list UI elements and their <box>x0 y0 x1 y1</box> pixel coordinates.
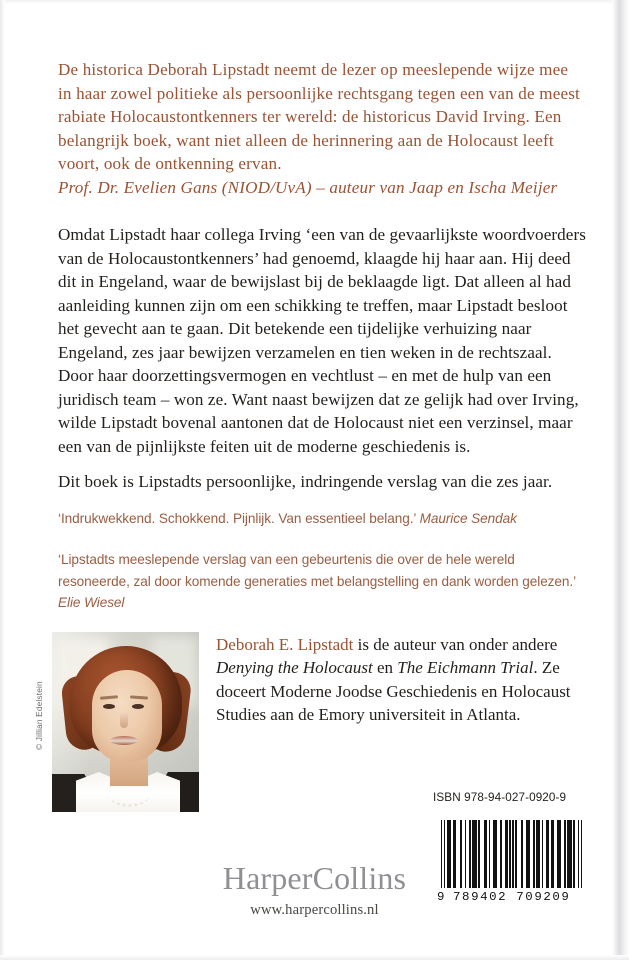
isbn-label: ISBN 978-94-027-0920-9 <box>433 791 567 804</box>
photo-necklace <box>108 782 150 807</box>
photo-eye-left <box>103 704 115 709</box>
author-photo <box>52 632 199 812</box>
endorsement-attribution-prefix: Prof. Dr. Evelien Gans (NIOD/UvA) – auteur van <box>58 177 410 197</box>
author-bio <box>216 633 594 727</box>
photo-credit-text: © Jillian Edelstein <box>34 681 44 750</box>
blurb-paragraph-short: Dit boek is Lipstadts persoonlijke, indringende verslag van die zes jaar. <box>58 472 553 491</box>
barcode-lead-digit: 9 <box>437 890 447 904</box>
page-edge-bottom <box>0 955 629 960</box>
review-quote-1-source: Maurice Sendak <box>419 511 517 526</box>
page-edge-right <box>612 0 629 960</box>
author-name: Deborah E. Lipstadt <box>216 635 354 654</box>
blurb-paragraph-main: Omdat Lipstadt haar collega Irving ‘een van de gevaarlijkste woordvoerders van de Holocaustontkenners’ had genoemd, klaagde hij haar aan. Hij deed dit in Engeland, waar de bewijslast bij de beklaagde ligt. Dat alleen al had aanleiding kunnen zijn om een schikking te treffen, maar Lipstadt besloot het gevecht aan te gaan. Dit betekende een tijdelijke verhuizing naar Engeland, zes jaar bewijzen verzamelen en tien weken in de rechtszaal. Door haar doorzettingsvermogen en vechtlust – en met de hulp van een juridisch team – won ze. Want naast bewijzen dat ze gelijk had over Irving, wilde Lipstadt bovenal aantonen dat de Holocaust niet een verzinsel, maar een van de pijnlijkste feiten uit de moderne geschiedenis is. <box>58 225 586 456</box>
page-edge-top <box>0 0 629 4</box>
endorsement-attribution <box>58 178 557 197</box>
barcode-main-digits: 789402 709209 <box>453 890 571 904</box>
author-bio-text-2: en <box>372 658 398 678</box>
publisher-logo: HarperCollins <box>222 860 407 896</box>
author-bio-text-1: is de auteur van onder andere <box>353 635 558 654</box>
photo-mouth <box>110 736 138 745</box>
endorsement-text: De historica Deborah Lipstadt neemt de lezer op meeslepende wijze mee in haar zowel politieke als persoonlijke rechtsgang tegen een van de meest rabiate Holocaustontkenners ter wereld: de historicus David Irving. Een belangrijk boek, want niet alleen de herinnering aan de Holocaust leeft voort, ook de ontkenning ervan. <box>58 60 580 174</box>
endorsement-attribution-work: Jaap en Ischa Meijer <box>409 177 558 197</box>
page-edge-left <box>0 0 5 960</box>
review-quote-2 <box>58 549 578 614</box>
photo-nose <box>120 712 128 728</box>
author-work-2: The Eichmann Trial <box>397 658 534 678</box>
review-quote-1 <box>58 508 578 530</box>
review-quote-2-source: Elie Wiesel <box>58 595 125 610</box>
review-quote-2-text: ‘Lipstadts meeslepende verslag van een gebeurtenis die over de hele wereld resoneerde, zal door komende generaties met belangstelling en dank worden gelezen.’ <box>58 552 576 589</box>
photo-eye-right <box>132 704 144 709</box>
author-work-1: Denying the Holocaust <box>216 658 373 678</box>
author-bio-text-3: . Ze doceert Moderne Joodse Geschiedenis en Holocaust Studies aan de Emory universiteit in Atlanta. <box>216 658 571 725</box>
endorsement-block <box>58 58 586 200</box>
review-quote-1-text: ‘Indrukwekkend. Schokkend. Pijnlijk. Van essentieel belang.’ <box>58 511 420 526</box>
publisher-url: www.harpercollins.nl <box>250 902 379 918</box>
